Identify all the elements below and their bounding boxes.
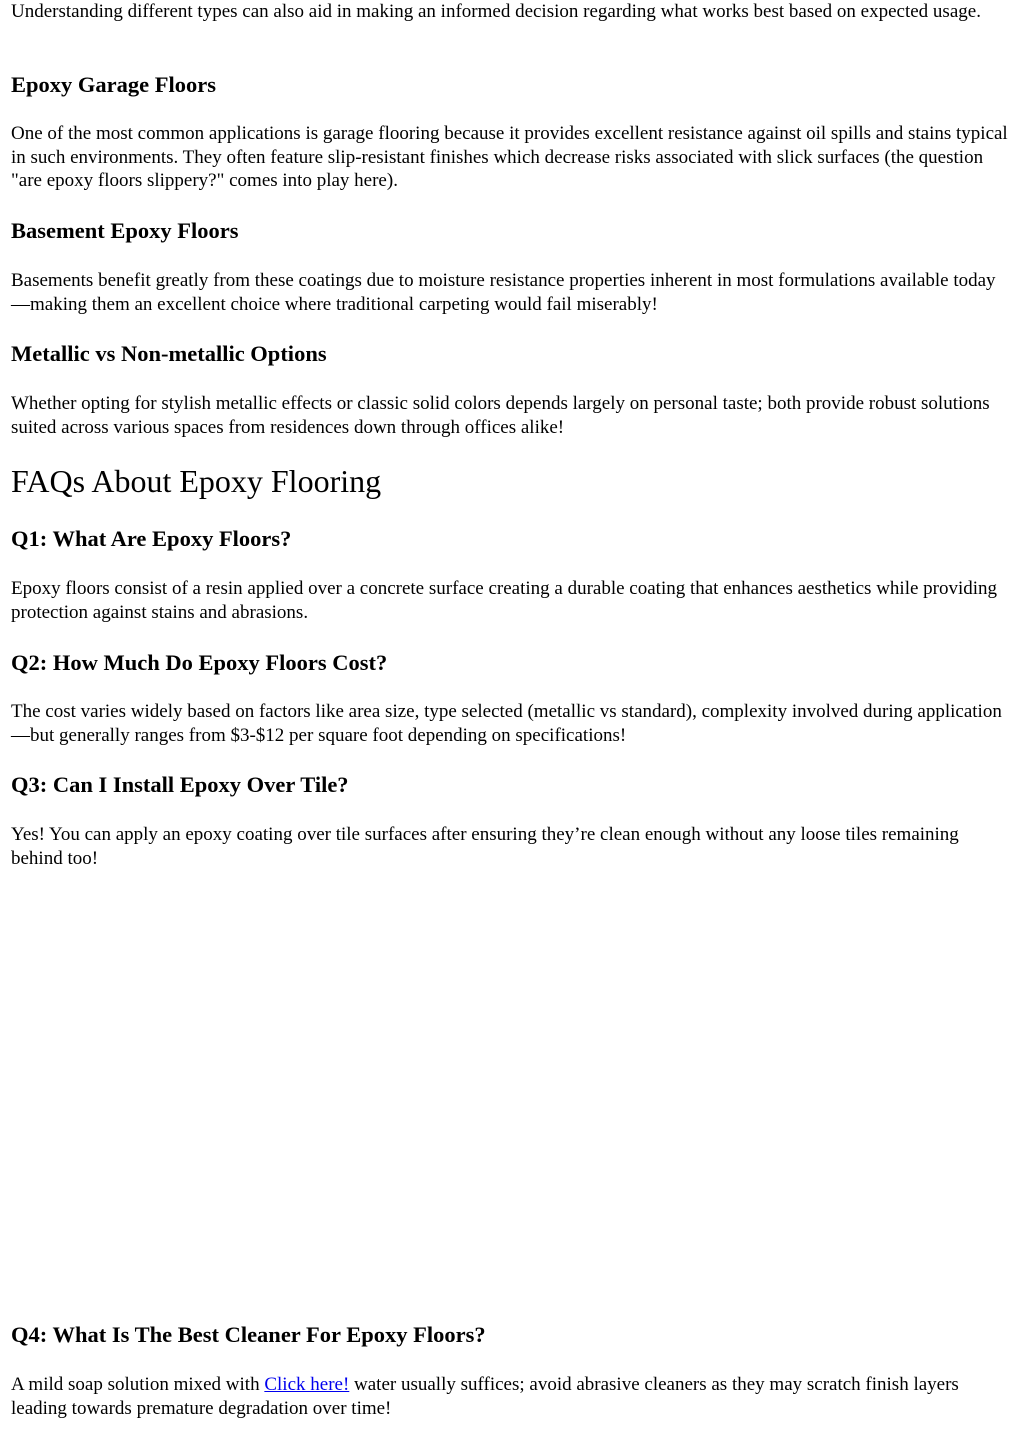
- faq-question-4: Q4: What Is The Best Cleaner For Epoxy Floors?: [11, 1322, 486, 1347]
- faq-question-2: Q2: How Much Do Epoxy Floors Cost?: [11, 650, 388, 675]
- section-heading-garage: Epoxy Garage Floors: [11, 72, 216, 97]
- section-body-basement: Basements benefit greatly from these coatings due to moisture resistance properties inherent in most formulations available today—making them an excellent choice where traditional carpeting would fail miserably!: [11, 270, 996, 315]
- section-heading-metallic: Metallic vs Non-metallic Options: [11, 341, 327, 366]
- intro-paragraph: Understanding different types can also aid in making an informed decision regarding what works best based on expected usage.: [11, 1, 981, 22]
- section-heading-basement: Basement Epoxy Floors: [11, 218, 239, 243]
- faq-answer-2: The cost varies widely based on factors like area size, type selected (metallic vs standard), complexity involved during application—but generally ranges from $3-$12 per square foot depending on specifications!: [11, 701, 1002, 746]
- faq-answer-4-before: A mild soap solution mixed with: [11, 1374, 265, 1395]
- faq-question-3: Q3: Can I Install Epoxy Over Tile?: [11, 772, 349, 797]
- faq-title: FAQs About Epoxy Flooring: [11, 463, 382, 499]
- faq-answer-1: Epoxy floors consist of a resin applied over a concrete surface creating a durable coating that enhances aesthetics while providing protection against stains and abrasions.: [11, 578, 998, 623]
- section-body-metallic: Whether opting for stylish metallic effects or classic solid colors depends largely on personal taste; both provide robust solutions suited across various spaces from residences down through offices alike!: [11, 393, 990, 438]
- faq-question-1: Q1: What Are Epoxy Floors?: [11, 526, 292, 551]
- section-body-garage: One of the most common applications is garage flooring because it provides excellent resistance against oil spills and stains typical in such environments. They often feature slip-resistant finishes which decrease risks associated with slick surfaces (the question "are epoxy floors slippery?" comes into play here).: [11, 123, 1008, 191]
- faq-answer-3: Yes! You can apply an epoxy coating over tile surfaces after ensuring they’re clean enough without any loose tiles remaining behind too!: [11, 824, 959, 869]
- faq-answer-4-after: water usually suffices; avoid abrasive cleaners as they may scratch finish layers leading towards premature degradation over time!: [11, 1374, 959, 1419]
- click-here-link[interactable]: Click here!: [264, 1374, 350, 1395]
- faq-answer-4: [11, 1373, 1011, 1420]
